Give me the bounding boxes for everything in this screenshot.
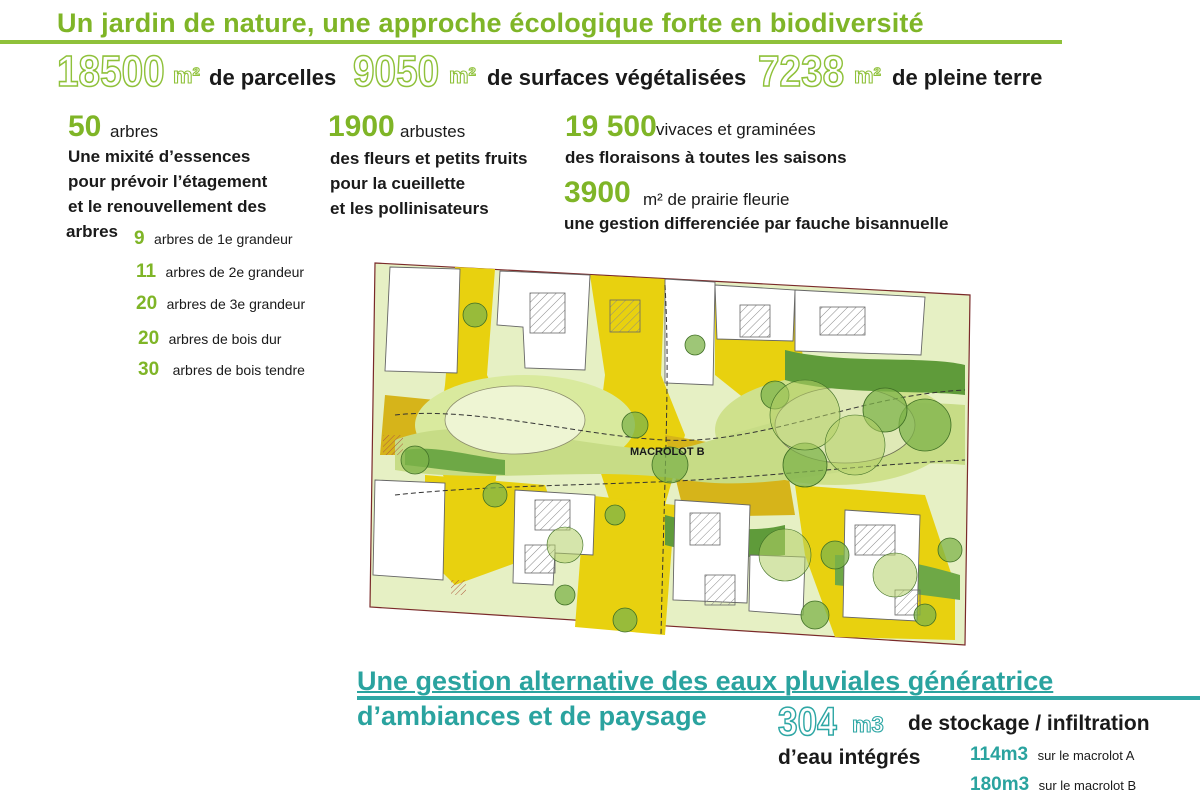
water-label2: d’eau intégrés bbox=[778, 746, 921, 769]
plan-label: MACROLOT B bbox=[630, 446, 705, 458]
trees-breakdown-item bbox=[138, 328, 281, 350]
surface-value-pleine-terre: 7238 bbox=[758, 47, 845, 96]
trees-breakdown-item bbox=[136, 293, 305, 315]
shrubs-description bbox=[330, 146, 527, 221]
trees-breakdown-item bbox=[138, 359, 305, 381]
trees-description bbox=[68, 144, 267, 219]
desc-line: Une mixité d’essences bbox=[68, 147, 251, 166]
breakdown-value: 20 bbox=[138, 328, 160, 349]
lot-value: 114m3 bbox=[970, 744, 1029, 765]
desc-line: pour prévoir l’étagement bbox=[68, 172, 268, 191]
site-plan bbox=[365, 255, 980, 650]
trees-breakdown-item bbox=[136, 261, 304, 283]
title-underline bbox=[0, 40, 1062, 44]
shrubs-count: 1900 bbox=[328, 110, 395, 143]
water-lot-item bbox=[970, 774, 1136, 796]
breakdown-label: arbres de 3e grandeur bbox=[166, 296, 306, 312]
desc-line: pour la cueillette bbox=[330, 174, 466, 193]
water-lot-item bbox=[970, 744, 1134, 766]
trees-count: 50 bbox=[68, 110, 102, 143]
paved-patch bbox=[383, 435, 403, 455]
water-unit: m3 bbox=[852, 712, 884, 737]
desc-line: et les pollinisateurs bbox=[330, 199, 489, 218]
breakdown-value: 20 bbox=[136, 293, 158, 314]
breakdown-value: 11 bbox=[136, 261, 157, 282]
breakdown-value: 30 bbox=[138, 359, 160, 380]
shrubs-label: arbustes bbox=[400, 122, 466, 141]
perennials-count: 19 500 bbox=[565, 110, 657, 143]
surface-unit: m² bbox=[449, 63, 476, 88]
surfaces-row bbox=[57, 47, 1057, 101]
lot-label: sur le macrolot B bbox=[1038, 778, 1137, 793]
perennials-label: vivaces et graminées bbox=[656, 120, 816, 139]
trees-breakdown-item bbox=[134, 228, 293, 250]
water-title: Une gestion alternative des eaux pluviales génératrice bbox=[357, 666, 1054, 696]
surface-value-parcelles: 18500 bbox=[57, 47, 165, 96]
water-title-line2: d’ambiances et de paysage bbox=[357, 701, 707, 731]
lot-label: sur le macrolot A bbox=[1037, 748, 1135, 763]
lot-value: 180m3 bbox=[970, 774, 1030, 795]
breakdown-label: arbres de bois tendre bbox=[172, 362, 305, 378]
paved-patch bbox=[451, 580, 466, 595]
breakdown-value: 9 bbox=[134, 228, 145, 249]
desc-line: des floraisons à toutes les saisons bbox=[565, 148, 847, 167]
mound bbox=[445, 386, 585, 454]
surface-unit: m² bbox=[173, 63, 200, 88]
surface-label: de parcelles bbox=[209, 65, 337, 90]
desc-line: et le renouvellement des bbox=[68, 197, 267, 216]
desc-line: des fleurs et petits fruits bbox=[330, 149, 528, 168]
page-title: Un jardin de nature, une approche écologique forte en biodiversité bbox=[57, 8, 924, 38]
breakdown-label: arbres de 1e grandeur bbox=[154, 231, 293, 247]
surface-value-vegetalisees: 9050 bbox=[353, 47, 440, 96]
meadow-count: 3900 bbox=[564, 176, 631, 209]
trees-label: arbres bbox=[110, 122, 159, 141]
surface-label: de pleine terre bbox=[892, 65, 1043, 90]
meadow-label: m² de prairie fleurie bbox=[643, 190, 790, 209]
desc-line: arbres bbox=[66, 222, 118, 241]
desc-line: une gestion differenciée par fauche bisannuelle bbox=[564, 214, 949, 233]
breakdown-label: arbres de bois dur bbox=[168, 331, 282, 347]
water-label: de stockage / infiltration bbox=[908, 712, 1150, 735]
surface-label: de surfaces végétalisées bbox=[487, 65, 747, 90]
breakdown-label: arbres de 2e grandeur bbox=[165, 264, 305, 280]
surface-unit: m² bbox=[854, 63, 881, 88]
water-volume: 304 bbox=[778, 700, 837, 744]
